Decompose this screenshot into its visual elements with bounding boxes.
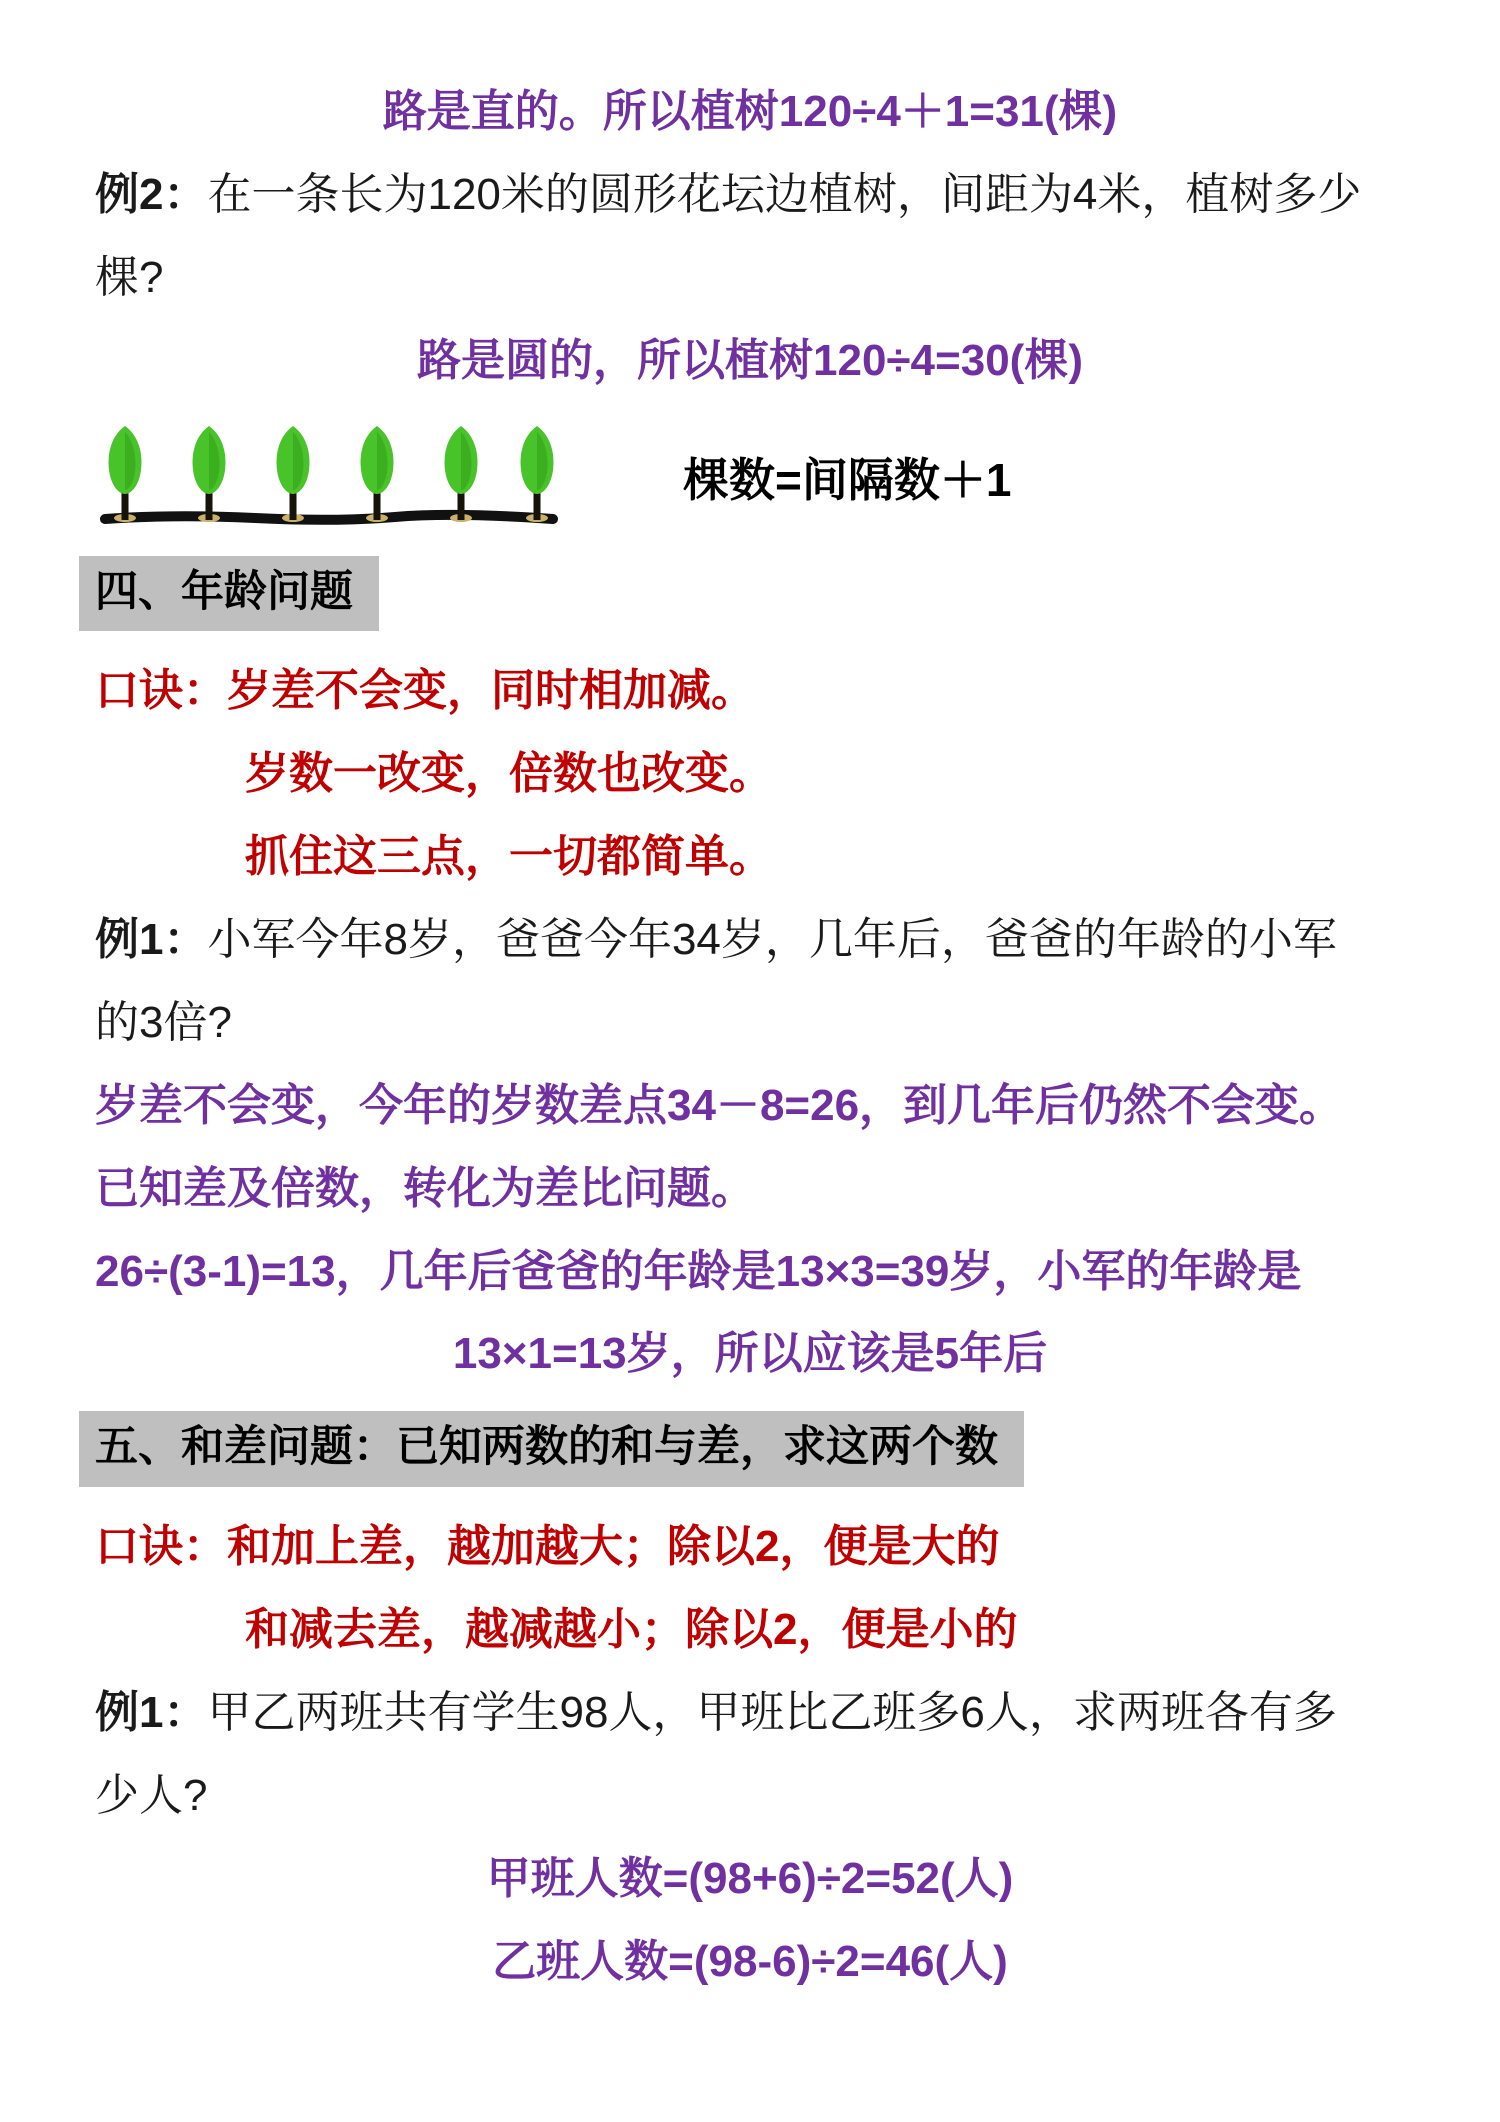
tree-answer-circle: 路是圆的，所以植树120÷4=30(棵)	[417, 335, 1083, 385]
age-mnemonic-2: 岁数一改变，倍数也改变。	[245, 749, 773, 799]
sumdiff-mnemonic-2: 和减去差，越减越小；除以2，便是小的	[245, 1604, 1018, 1654]
sumdiff-example1-label: 例1：	[95, 1687, 208, 1737]
sumdiff-mnemonic-1: 口诀：和加上差，越加越大；除以2，便是大的	[95, 1521, 1000, 1571]
tree-6	[521, 426, 554, 522]
age-solution-2: 已知差及倍数，转化为差比问题。	[95, 1163, 755, 1213]
age-mnemonic-1: 口诀：岁差不会变，同时相加减。	[95, 666, 755, 716]
tree-answer-straight: 路是直的。所以植树120÷4＋1=31(棵)	[382, 87, 1118, 136]
tree-example2-text: 在一条长为120米的圆形花坛边植树，间距为4米，植树多少	[207, 169, 1362, 219]
sumdiff-example1	[95, 1687, 1405, 1739]
tree-2	[193, 426, 226, 522]
ground-line	[105, 515, 553, 520]
age-example1-label: 例1：	[95, 914, 208, 964]
tree-1	[109, 426, 142, 522]
tree-4	[361, 426, 394, 522]
tree-example2-label: 例2：	[95, 169, 208, 219]
row-of-trees-image	[95, 418, 565, 536]
sumdiff-example1-text: 甲乙两班共有学生98人，甲班比乙班多6人，求两班各有多	[207, 1687, 1337, 1737]
sumdiff-solution-2: 乙班人数=(98-6)÷2=46(人)	[492, 1936, 1008, 1986]
tree-example2	[95, 169, 1405, 221]
tree-illustration-row	[95, 418, 1405, 536]
age-example1-cont: 的3倍?	[95, 997, 232, 1047]
sumdiff-section-heading-row	[79, 1411, 1405, 1487]
tree-count-formula: 棵数=间隔数＋1	[683, 453, 1012, 506]
age-example1	[95, 914, 1405, 966]
age-section-heading-row	[79, 556, 1405, 632]
age-section-heading: 四、年龄问题	[79, 556, 379, 632]
tree-3	[277, 426, 310, 522]
sumdiff-solution-1: 甲班人数=(98+6)÷2=52(人)	[486, 1853, 1014, 1903]
tree-5	[445, 426, 478, 522]
tree-example2-cont: 棵?	[95, 252, 164, 302]
age-example1-text: 小军今年8岁，爸爸今年34岁，几年后，爸爸的年龄的小军	[207, 914, 1337, 964]
sumdiff-section-heading: 五、和差问题：已知两数的和与差，求这两个数	[79, 1411, 1024, 1487]
age-solution-3: 26÷(3-1)=13，几年后爸爸的年龄是13×3=39岁，小军的年龄是	[95, 1246, 1302, 1296]
age-solution-1: 岁差不会变，今年的岁数差点34－8=26，到几年后仍然不会变。	[95, 1080, 1344, 1130]
age-solution-4: 13×1=13岁，所以应该是5年后	[452, 1329, 1048, 1379]
age-mnemonic-3: 抓住这三点，一切都简单。	[245, 832, 773, 882]
sumdiff-example1-cont: 少人?	[95, 1770, 208, 1820]
